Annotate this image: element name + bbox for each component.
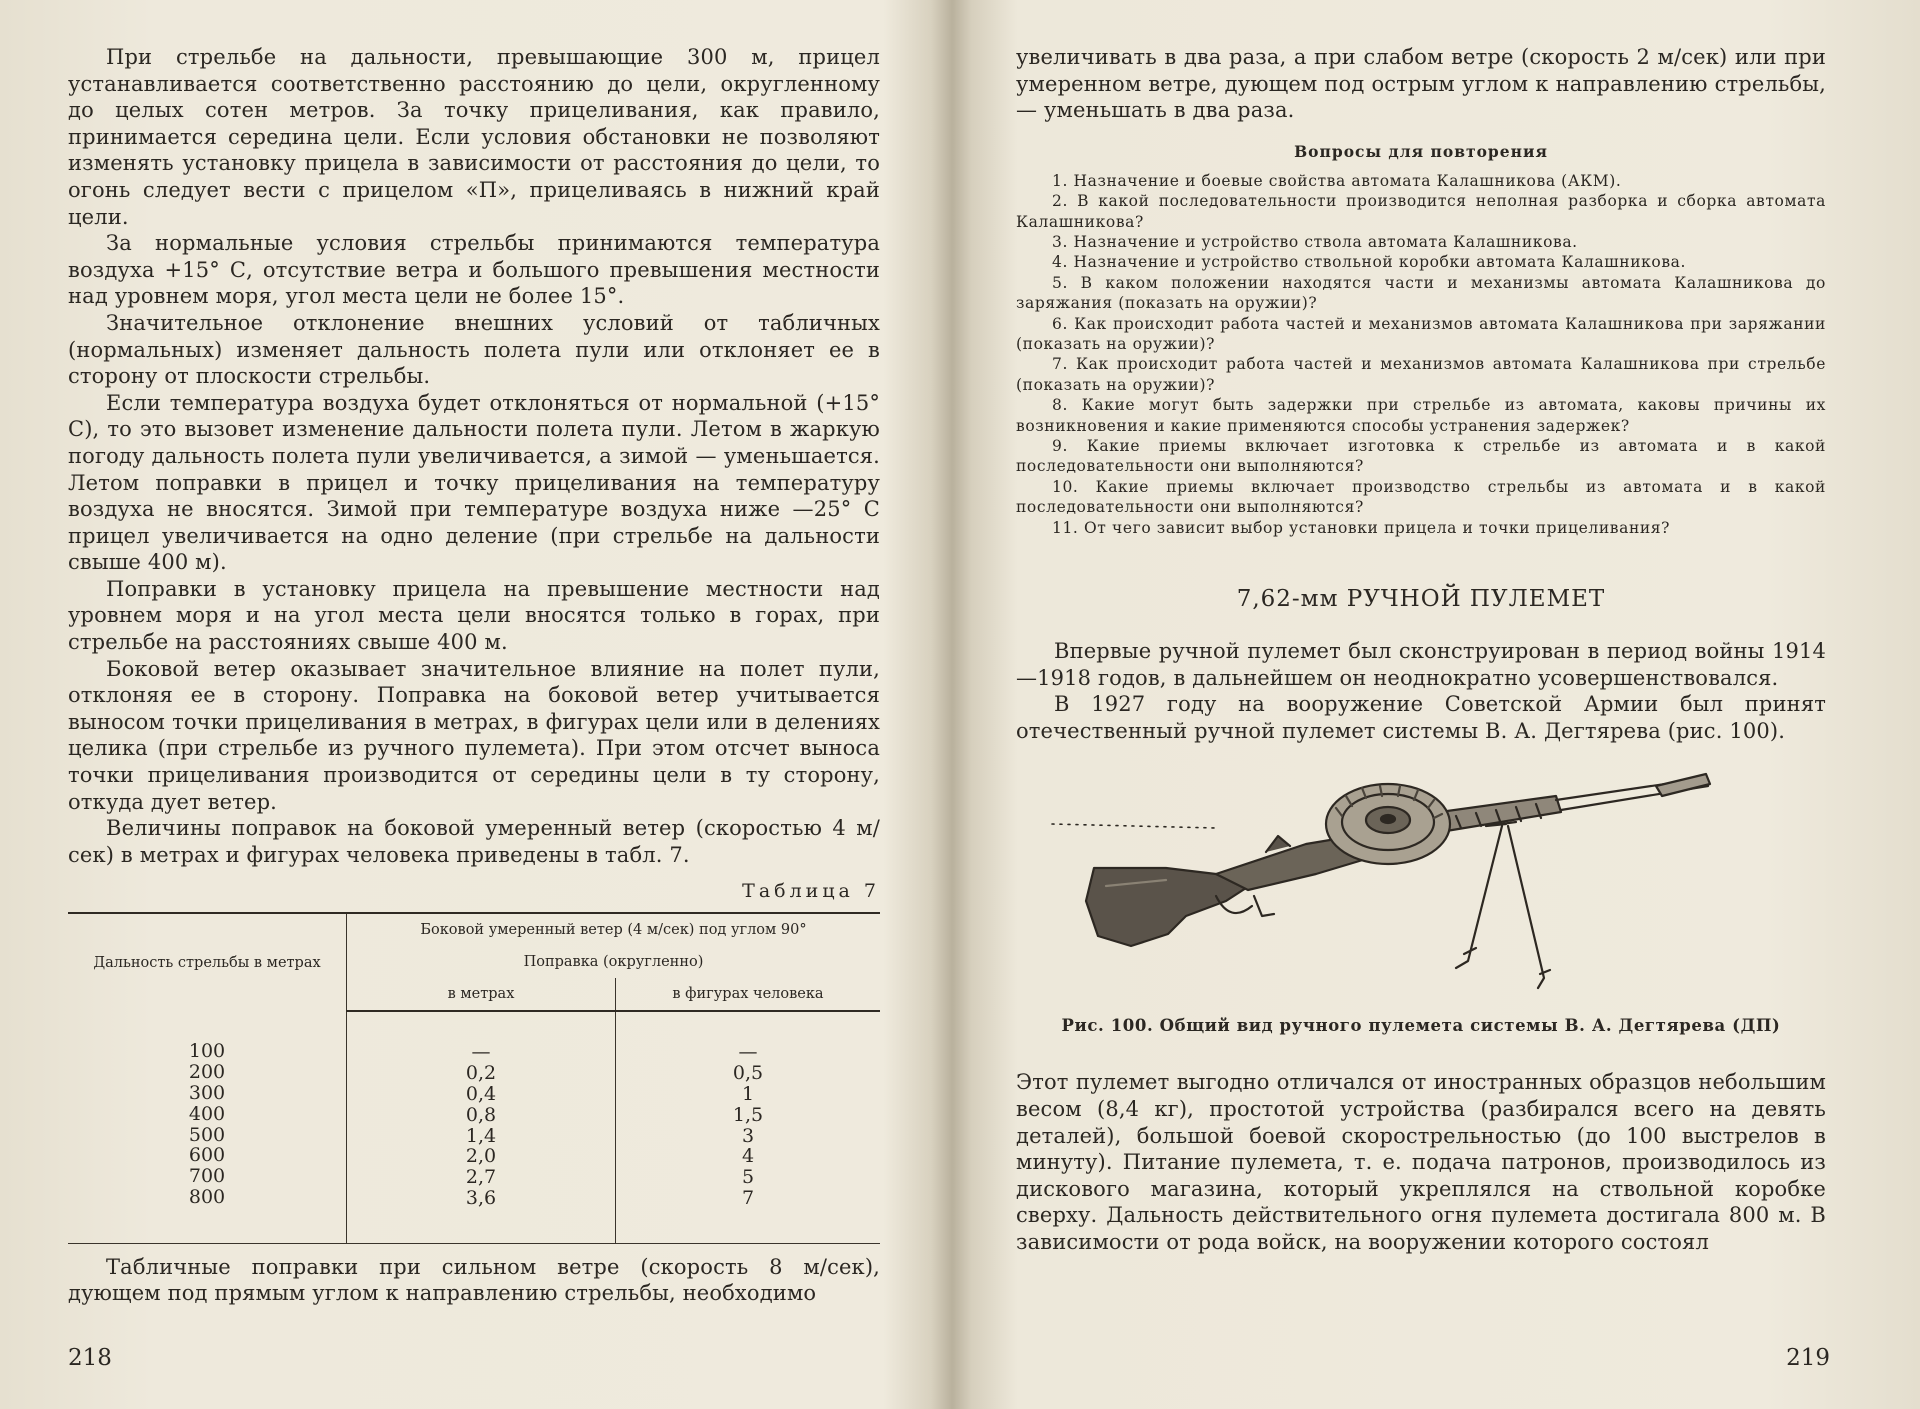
question-item: 10. Какие приемы включает производство стрельбы из автомата и в какой последовательности они выполняются?	[1016, 477, 1826, 517]
page-number: 218	[68, 1345, 112, 1371]
table-cell: 1,5	[732, 1103, 764, 1126]
dp-machine-gun-drawing	[1016, 756, 1826, 1016]
paragraph: В 1927 году на вооружение Советской Армии был принят отечественный ручной пулемет системы В. А. Дегтярева (рис. 100).	[1016, 692, 1826, 743]
table-cell: 1	[741, 1083, 755, 1105]
right-text-column	[1016, 44, 1826, 1256]
section-title: 7,62-мм РУЧНОЙ ПУЛЕМЕТ	[1236, 586, 1606, 613]
table-cell: 4	[741, 1145, 755, 1168]
table-cell: —	[471, 1041, 491, 1064]
table-cell: 2,7	[465, 1166, 497, 1189]
page-number: 219	[1786, 1345, 1830, 1371]
question-item: 11. От чего зависит выбор установки прицела и точки прицеливания?	[1052, 518, 1671, 537]
question-item: 5. В каком положении находятся части и механизмы автомата Калашникова до заряжания (показать на оружии)?	[1016, 273, 1826, 313]
question-item: 9. Какие приемы включает изготовка к стрельбе из автомата и в какой последовательности они выполняются?	[1016, 437, 1826, 476]
table-cell: 0,4	[465, 1083, 497, 1105]
figure-caption: Рис. 100. Общий вид ручного пулемета системы В. А. Дегтярева (ДП)	[1061, 1016, 1781, 1036]
table-header-meters: в метрах	[347, 978, 616, 1011]
table-cell: 3,6	[465, 1186, 497, 1209]
paragraph: Поправки в установку прицела на превышение местности над уровнем моря и на угол места цели вносятся только в горах, при стрельбе на расстояниях свыше 400 м.	[68, 576, 880, 655]
table-cell: 200	[188, 1061, 226, 1084]
question-item: 3. Назначение и устройство ствола автомата Калашникова.	[1052, 233, 1578, 251]
wind-correction-table	[68, 912, 880, 1243]
machine-gun-illustration	[1016, 756, 1826, 1016]
question-item: 7. Как происходит работа частей и механизмов автомата Калашникова при стрельбе (показать на оружии)?	[1016, 355, 1826, 394]
table-cell: 0,2	[465, 1062, 497, 1085]
review-questions	[1016, 142, 1826, 538]
table-cell: 800	[188, 1185, 226, 1208]
left-page	[0, 0, 950, 1409]
paragraph: Табличные поправки при сильном ветре (скорость 8 м/сек), дующем под прямым углом к направлению стрельбы, необходимо	[68, 1254, 880, 1306]
paragraph: Величины поправок на боковой умеренный ветер (скоростью 4 м/сек) в метрах и фигурах человека приведены в табл. 7.	[68, 816, 880, 867]
table-cell: 600	[188, 1144, 226, 1167]
table-cell: 700	[188, 1165, 226, 1188]
table-cell: 3	[741, 1124, 755, 1147]
table-cell: 5	[741, 1166, 755, 1189]
table-cell: 0,5	[732, 1062, 764, 1085]
right-page	[960, 0, 1920, 1409]
table-header-figures: в фигурах человека	[616, 978, 881, 1011]
table-cell: 400	[188, 1102, 226, 1125]
paragraph: Значительное отклонение внешних условий от табличных (нормальных) изменяет дальность полета пули или отклоняет ее в сторону от плоскости стрельбы.	[68, 310, 880, 389]
table-column-ranges	[68, 1011, 347, 1243]
table-header-subgroup: Поправка (округленно)	[347, 946, 881, 978]
table-cell: 1,4	[465, 1124, 497, 1147]
question-item: 6. Как происходит работа частей и механизмов автомата Калашникова при заряжании (показать на оружии)?	[1016, 314, 1826, 354]
paragraph: За нормальные условия стрельбы принимаются температура воздуха +15° С, отсутствие ветра и большого превышения местности над уровнем моря, угол места цели не более 15°.	[68, 231, 880, 309]
question-item: 2. В какой последовательности производится неполная разборка и сборка автомата Калашникова?	[1016, 192, 1826, 231]
table-cell: 0,8	[465, 1103, 497, 1126]
table-caption: Таблица 7	[742, 880, 880, 903]
table-cell: 300	[188, 1082, 226, 1104]
table-cell: 100	[188, 1040, 226, 1063]
paragraph: Этот пулемет выгодно отличался от иностранных образцов небольшим весом (8,4 кг), простотой устройства (разбирался всего на девять деталей), большой боевой скорострельностью (до 100 выстрелов в минуту). Питание пулемета, т. е. подача патронов, производилось из дискового магазина, который укреплялся на ствольной коробке сверху. Дальность действительного огня пулемета достигала 800 м. В зависимости от рода войск, на вооружении которого состоял	[1016, 1070, 1826, 1255]
paragraph: увеличивать в два раза, а при слабом ветре (скорость 2 м/сек) или при умеренном ветре, дующем под острым углом к направлению стрельбы, — уменьшать в два раза.	[1016, 45, 1826, 123]
table-column-meters	[347, 1011, 616, 1243]
question-item: 8. Какие могут быть задержки при стрельбе из автомата, каковы причины их возникновения и какие применяются способы устранения задержек?	[1016, 396, 1826, 435]
table-cell: 500	[188, 1123, 226, 1146]
questions-title: Вопросы для повторения	[1294, 141, 1548, 161]
left-text-column	[68, 44, 880, 1307]
question-item: 4. Назначение и устройство ствольной коробки автомата Калашникова.	[1052, 253, 1687, 272]
paragraph: Боковой ветер оказывает значительное влияние на полет пули, отклоняя ее в сторону. Поправка на боковой ветер учитывается выносом точки прицеливания в метрах, в фигурах цели или в делениях целика (при стрельбе из ручного пулемета). При этом отсчет выноса точки прицеливания производится от середины цели в ту сторону, откуда дует ветер.	[68, 656, 880, 814]
paragraph: Если температура воздуха будет отклоняться от нормальной (+15° С), то это вызовет изменение дальности полета пули. Летом в жаркую погоду дальность полета пули увеличивается, а зимой — уменьшается. Летом поправки в прицел и точку прицеливания на температуру воздуха не вносятся. Зимой при температуре воздуха ниже —25° С прицел увеличивается на одно деление (при стрельбе на дальности свыше 400 м).	[68, 390, 880, 575]
table-cell: 7	[741, 1186, 755, 1209]
table-header-group: Боковой умеренный ветер (4 м/сек) под углом 90°	[347, 913, 881, 946]
paragraph: При стрельбе на дальности, превышающие 300 м, прицел устанавливается соответственно расстоянию до цели, округленному до целых сотен метров. За точку прицеливания, как правило, принимается середина цели. Если условия обстановки не позволяют изменять установку прицела в зависимости от расстояния до цели, то огонь следует вести с прицелом «П», прицеливаясь в нижний край цели.	[68, 45, 880, 229]
paragraph: Впервые ручной пулемет был сконструирован в период войны 1914—1918 годов, в дальнейшем он неоднократно усовершенствовался.	[1016, 639, 1826, 690]
table-column-figures	[616, 1011, 881, 1243]
table-header-range: Дальность стрельбы в метрах	[68, 913, 347, 1011]
question-item: 1. Назначение и боевые свойства автомата Калашникова (АКМ).	[1052, 171, 1622, 190]
table-cell: —	[738, 1041, 758, 1064]
table-cell: 2,0	[465, 1145, 497, 1168]
